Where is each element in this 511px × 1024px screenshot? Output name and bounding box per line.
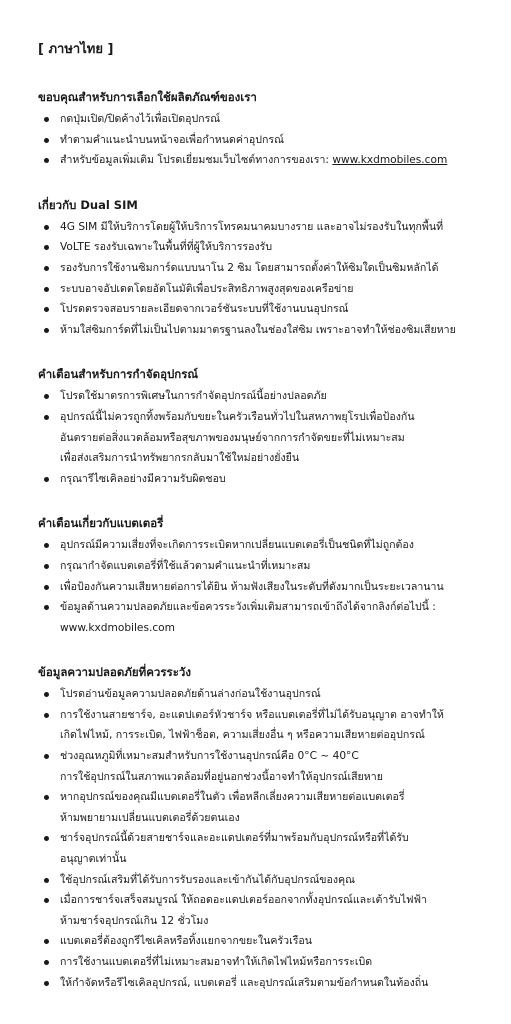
list-item-text: แบตเตอรี่ต้องถูกรีไซเคิลหรือทิ้งแยกจากขยะในครัวเรือน bbox=[60, 935, 313, 948]
list-item bbox=[60, 109, 501, 130]
list-item-text: ใช้อุปกรณ์เสริมที่ได้รับการรับรองและเข้ากันได้กับอุปกรณ์ของคุณ bbox=[60, 873, 355, 886]
list-item-text: กรุณารีไซเคิลอย่างมีความรับผิดชอบ bbox=[60, 472, 226, 485]
list-item-text: กรุณากำจัดแบตเตอรี่ที่ใช้แล้วตามคำแนะนำที่เหมาะสม bbox=[60, 559, 311, 572]
list-item-text: ห้ามชาร์จอุปกรณ์เกิน 12 ชั่วโมง bbox=[60, 914, 209, 927]
bullet-list bbox=[38, 217, 501, 341]
list-item bbox=[60, 931, 501, 952]
list-item-text: VoLTE รองรับเฉพาะในพื้นที่ที่ผู้ให้บริการรองรับ bbox=[60, 241, 273, 254]
list-item-text: โปรดตรวจสอบรายละเอียดจากเวอร์ชันระบบที่ใช้งานบนอุปกรณ์ bbox=[60, 303, 349, 316]
section-2 bbox=[38, 364, 501, 513]
list-item-text: กดปุ่มเปิด/ปิดค้างไว้เพื่อเปิดอุปกรณ์ bbox=[60, 113, 221, 125]
list-item-text: อุปกรณ์มีความเสี่ยงที่จะเกิดการระเบิดหากเปลี่ยนแบตเตอรี่เป็นชนิดที่ไม่ถูกต้อง bbox=[60, 539, 414, 552]
section-3 bbox=[38, 513, 501, 662]
list-item-text: โปรดอ่านข้อมูลความปลอดภัยด้านล่างก่อนใช้งานอุปกรณ์ bbox=[60, 688, 321, 701]
list-item-text: หากอุปกรณ์ของคุณมีแบตเตอรี่ในตัว เพื่อหลีกเลี่ยงความเสียหายต่อแบตเตอรี่ bbox=[60, 791, 405, 804]
list-item bbox=[60, 556, 501, 577]
list-item-text: ช่วงอุณหภูมิที่เหมาะสมสำหรับการใช้งานอุปกรณ์คือ 0°C ~ 40°C bbox=[60, 750, 359, 763]
section-heading: คำเตือนสำหรับการกำจัดอุปกรณ์ bbox=[38, 367, 199, 382]
list-item bbox=[60, 217, 501, 238]
bullet-list bbox=[38, 535, 501, 638]
list-item bbox=[60, 279, 501, 300]
list-item-text: www.kxdmobiles.com bbox=[60, 621, 175, 634]
list-item bbox=[60, 258, 501, 279]
list-item-text: เมื่อการชาร์จเสร็จสมบูรณ์ ให้ถอดอะแดปเตอร์ออกจากทั้งอุปกรณ์และเต้ารับไฟฟ้า bbox=[60, 894, 427, 907]
section-gap bbox=[38, 638, 501, 662]
section-4 bbox=[38, 662, 501, 993]
language-title: [ ภาษาไทย ] bbox=[38, 42, 114, 57]
list-item-text: ข้อมูลด้านความปลอดภัยและข้อควรระวังเพิ่มเติมสามารถเข้าถึงได้จากลิงก์ต่อไปนี้ : bbox=[60, 601, 436, 614]
list-item bbox=[60, 237, 501, 258]
list-item bbox=[60, 870, 501, 891]
list-item-text: สำหรับข้อมูลเพิ่มเติม โปรดเยี่ยมชมเว็บไซต์ทางการของเรา: www.kxdmobiles.com bbox=[60, 154, 448, 167]
list-item bbox=[60, 973, 501, 994]
section-1 bbox=[38, 195, 501, 365]
section-heading: เกี่ยวกับ Dual SIM bbox=[38, 197, 138, 212]
list-item-text: ระบบอาจอัปเดตโดยอัตโนมัติเพื่อประสิทธิภาพสูงสุดของเครือข่าย bbox=[60, 282, 354, 295]
section-heading: ขอบคุณสำหรับการเลือกใช้ผลิตภัณฑ์ของเรา bbox=[38, 90, 257, 104]
bullet-list bbox=[38, 109, 501, 171]
list-item bbox=[60, 469, 501, 490]
list-item-text: 4G SIM มีให้บริการโดยผู้ให้บริการโทรคมนาคมบางราย และอาจไม่รองรับในทุกพื้นที่ bbox=[60, 220, 444, 233]
list-item-text: อุปกรณ์นี้ไม่ควรถูกทิ้งพร้อมกับขยะในครัวเรือนทั่วไปในสหภาพยุโรปเพื่อป้องกัน bbox=[60, 410, 415, 423]
section-gap bbox=[38, 171, 501, 195]
document-body bbox=[38, 87, 501, 993]
list-item bbox=[60, 299, 501, 320]
list-item-text: ห้ามใส่ซิมการ์ดที่ไม่เป็นไปตามมาตรฐานลงในช่องใส่ซิม เพราะอาจทำให้ช่องซิมเสียหาย bbox=[60, 323, 456, 336]
list-item-text: การใช้งานแบตเตอรี่ที่ไม่เหมาะสมอาจทำให้เกิดไฟไหม้หรือการระเบิด bbox=[60, 956, 373, 968]
list-item-text: โปรดใช้มาตรการพิเศษในการกำจัดอุปกรณ์นี้อย่างปลอดภัย bbox=[60, 390, 327, 403]
section-heading: ข้อมูลความปลอดภัยที่ควรระวัง bbox=[38, 665, 191, 680]
section-gap bbox=[38, 489, 501, 513]
list-item-text: เกิดไฟไหม้, การระเบิด, ไฟฟ้าช็อต, ความเสี่ยงอื่น ๆ หรือความเสียหายต่ออุปกรณ์ bbox=[60, 729, 425, 742]
section-heading: คำเตือนเกี่ยวกับแบตเตอรี่ bbox=[38, 516, 164, 531]
list-item bbox=[60, 705, 501, 746]
list-item bbox=[60, 952, 501, 973]
list-item bbox=[60, 684, 501, 705]
list-item bbox=[60, 828, 501, 869]
list-item-text: ห้ามพยายามเปลี่ยนแบตเตอรี่ด้วยตนเอง bbox=[60, 811, 240, 824]
website-link[interactable]: www.kxdmobiles.com bbox=[332, 154, 448, 167]
list-item-text: อนุญาตเท่านั้น bbox=[60, 853, 127, 866]
section-0 bbox=[38, 87, 501, 195]
bullet-list bbox=[38, 684, 501, 993]
list-item bbox=[60, 577, 501, 598]
list-item-text: เพื่อป้องกันความเสียหายต่อการได้ยิน ห้ามฟังเสียงในระดับที่ดังมากเป็นระยะเวลานาน bbox=[60, 580, 444, 593]
section-gap bbox=[38, 340, 501, 364]
list-item-text: การใช้อุปกรณ์ในสภาพแวดล้อมที่อยู่นอกช่วงนี้อาจทำให้อุปกรณ์เสียหาย bbox=[60, 770, 383, 783]
list-item bbox=[60, 535, 501, 556]
list-item-text: การใช้งานสายชาร์จ, อะแดปเตอร์หัวชาร์จ หรือแบตเตอรี่ที่ไม่ได้รับอนุญาต อาจทำให้ bbox=[60, 708, 444, 721]
list-item bbox=[60, 407, 501, 469]
list-item-text: เพื่อส่งเสริมการนำทรัพยากรกลับมาใช้ใหม่อย่างยั่งยืน bbox=[60, 452, 300, 465]
list-item bbox=[60, 386, 501, 407]
list-item-text: อันตรายต่อสิ่งแวดล้อมหรือสุขภาพของมนุษย์จากการกำจัดขยะที่ไม่เหมาะสม bbox=[60, 431, 405, 444]
list-item-text: ชาร์จอุปกรณ์นี้ด้วยสายชาร์จและอะแดปเตอร์ที่มาพร้อมกับอุปกรณ์หรือที่ได้รับ bbox=[60, 832, 409, 845]
list-item bbox=[60, 787, 501, 828]
list-item bbox=[60, 320, 501, 341]
list-item bbox=[60, 890, 501, 931]
list-item bbox=[60, 150, 501, 171]
list-item bbox=[60, 746, 501, 787]
list-item-text: ให้กำจัดหรือรีไซเคิลอุปกรณ์, แบตเตอรี่ และอุปกรณ์เสริมตามข้อกำหนดในท้องถิ่น bbox=[60, 976, 429, 989]
list-item-text: รองรับการใช้งานซิมการ์ดแบบนาโน 2 ซิม โดยสามารถตั้งค่าให้ซิมใดเป็นซิมหลักได้ bbox=[60, 261, 439, 274]
list-item-text: ทำตามคำแนะนำบนหน้าจอเพื่อกำหนดค่าอุปกรณ์ bbox=[60, 133, 284, 146]
list-item bbox=[60, 597, 501, 638]
bullet-list bbox=[38, 386, 501, 489]
list-item bbox=[60, 130, 501, 151]
